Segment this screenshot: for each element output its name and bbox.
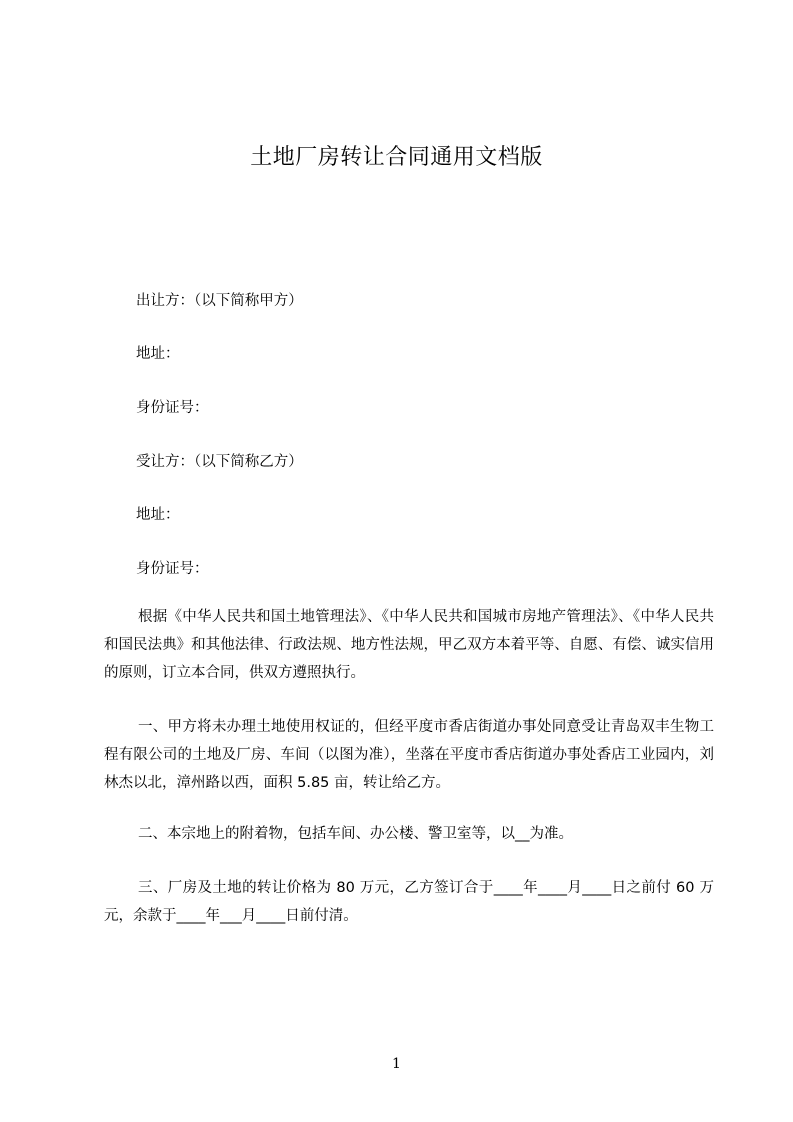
clause-2-paragraph: 二、本宗地上的附着物，包括车间、办公楼、警卫室等，以__为准。 bbox=[138, 826, 573, 842]
transferor-line: 出让方：（以下简称甲方） bbox=[136, 293, 303, 309]
transferee-line: 受让方：（以下简称乙方） bbox=[136, 454, 303, 470]
transferee-address-line: 地址： bbox=[136, 507, 180, 523]
transferor-id-line: 身份证号： bbox=[136, 400, 209, 416]
preamble-paragraph: 根据《中华人民共和国土地管理法》、《中华人民共和国城市房地产管理法》、《中华人民共和国民法典》和其他法律、行政法规、地方性法规，甲乙双方本着平等、自愿、有偿、诚实信用的原则，订立本合同，供双方遵照执行。 bbox=[104, 609, 714, 681]
transferor-address-line: 地址： bbox=[136, 346, 180, 362]
clause-1-paragraph: 一、甲方将未办理土地使用权证的，但经平度市香店街道办事处同意受让青岛双丰生物工程有限公司的土地及厂房、车间（以图为准），坐落在平度市香店街道办事处香店工业园内，刘林杰以北，漳州路以西，面积 5.85 亩，转让给乙方。 bbox=[104, 719, 714, 791]
transferee-id-line: 身份证号： bbox=[136, 561, 209, 577]
clause-3-paragraph: 三、厂房及土地的转让价格为 80 万元，乙方签订合于____年____月____日之前付 60 万元，余款于____年___月____日前付清。 bbox=[104, 880, 714, 924]
document-title: 土地厂房转让合同通用文档版 bbox=[250, 145, 543, 170]
page-number: 1 bbox=[392, 1056, 401, 1072]
